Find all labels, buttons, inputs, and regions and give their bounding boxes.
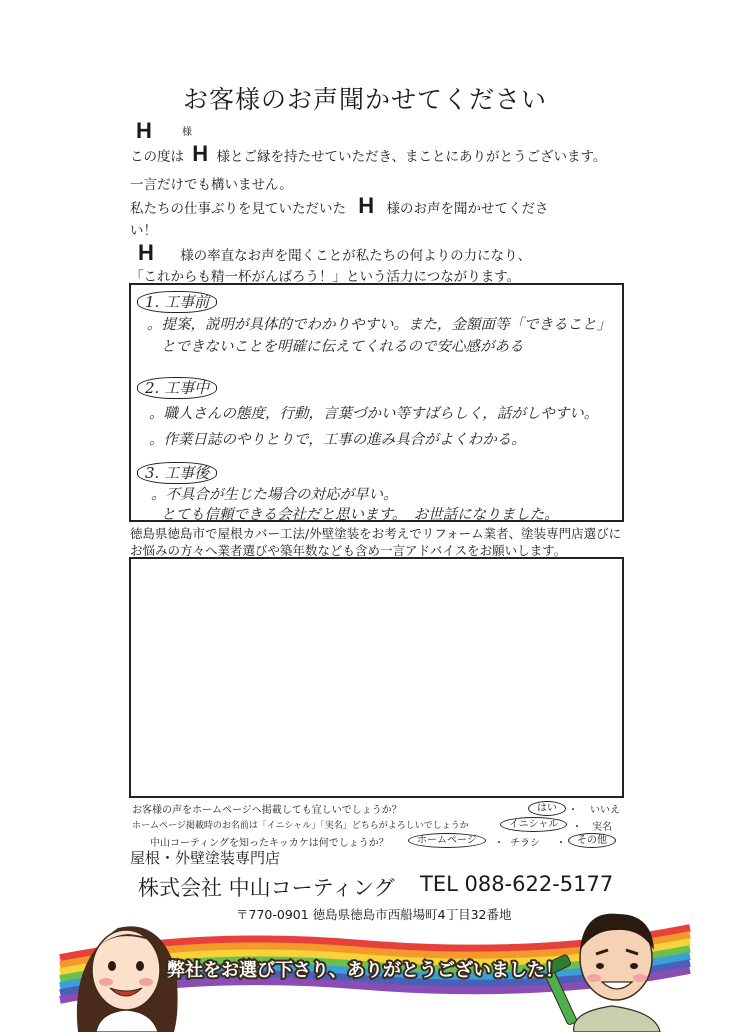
comment-box <box>129 283 624 522</box>
advice-box <box>129 557 624 798</box>
advice-prompt-line-2: お悩みの方々へ業者選びや築年数なども含め一言アドバイスをお願いします。 <box>130 543 567 558</box>
separator: ・ <box>494 838 504 849</box>
page-title: お客様のお声聞かせてください <box>182 85 547 114</box>
before-line-2: とできないことを明確に伝えてくれるので安心感がある <box>161 339 524 355</box>
referral-homepage-option: ホームページ <box>408 831 486 846</box>
during-line-1: 。職人さんの態度，行動，言葉づかい等すばらしく，話がしやすい。 <box>149 406 599 422</box>
intro-line-3 <box>130 193 548 219</box>
publish-yes-option: はい <box>528 799 566 814</box>
separator: ・ <box>572 822 582 833</box>
honorific-label: 様 <box>182 127 192 138</box>
referral-other-option: その他 <box>568 831 616 846</box>
section-after-label: 3. 工事後 <box>137 462 217 483</box>
rainbow-banner <box>0 900 730 1032</box>
after-line-2: とても信頼できる会社だと思います。 お世話になりました。 <box>161 507 559 523</box>
section-before-label: 1. 工事前 <box>137 291 217 312</box>
customer-initial: H <box>136 118 152 143</box>
banner-message: 弊社をお選び下さり、ありがとうございました！ <box>167 960 563 981</box>
question-referral: 中山コーティングを知ったキッカケは何でしょうか？ <box>150 838 389 849</box>
question-publish: お客様の声をホームページへ掲載しても宜しいでしょうか？ <box>132 805 402 816</box>
intro-line-2: 一言だけでも構いません。 <box>130 177 293 193</box>
intro-line-1 <box>130 141 606 167</box>
during-line-2: 。作業日誌のやりとりで，工事の進み具合がよくわかる。 <box>149 432 526 448</box>
publish-no-option: いいえ <box>590 805 620 816</box>
customer-initial: H <box>192 141 209 166</box>
referral-flyer-option: チラシ <box>510 838 540 849</box>
company-address: 〒770-0901 徳島県徳島市西船場町4丁目32番地 <box>236 907 512 922</box>
company-tagline: 屋根・外壁塗装専門店 <box>130 849 281 867</box>
intro-line-4-post: 様の率直なお声を聞くことが私たちの何よりの力になり、 <box>180 248 532 264</box>
name-initial-option: イニシャル <box>500 815 567 830</box>
company-name: 株式会社 中山コーティング <box>138 876 395 900</box>
question-name-type: ホームページ掲載時のお名前は「イニシャル」「実名」どちらがよろしいでしょうか <box>132 821 469 831</box>
section-during-label: 2. 工事中 <box>137 377 217 398</box>
after-line-1: 。不具合が生じた場合の対応が早い。 <box>151 487 398 503</box>
name-real-option: 実名 <box>592 822 612 833</box>
customer-initial: H <box>358 193 375 218</box>
intro-line-3-pre: 私たちの仕事ぶりを見ていただいた <box>130 201 346 217</box>
intro-line-1-pre: この度は <box>130 149 184 165</box>
advice-prompt-line-1: 徳島県徳島市で屋根カバー工法/外壁塗装をお考えでリフォーム業者、塗装専門店選びに <box>130 526 622 541</box>
intro-line-4 <box>130 240 531 266</box>
separator: ・ <box>556 838 566 849</box>
separator: ・ <box>568 805 578 816</box>
customer-initial: H <box>138 240 154 265</box>
before-line-1: 。提案，説明が具体的でわかりやすい。また，金額面等「できること」 <box>147 317 611 333</box>
intro-line-3-cont: い！ <box>130 223 157 239</box>
intro-line-1-post: 様とご縁を持たせていただき、まことにありがとうございます。 <box>216 149 607 165</box>
intro-line-5: 「これからも精一杯がんばろう！」という活力につながります。 <box>130 269 521 285</box>
intro-line-3-post: 様のお声を聞かせてくださ <box>386 201 549 217</box>
company-tel: TEL 088-622-5177 <box>420 872 614 896</box>
